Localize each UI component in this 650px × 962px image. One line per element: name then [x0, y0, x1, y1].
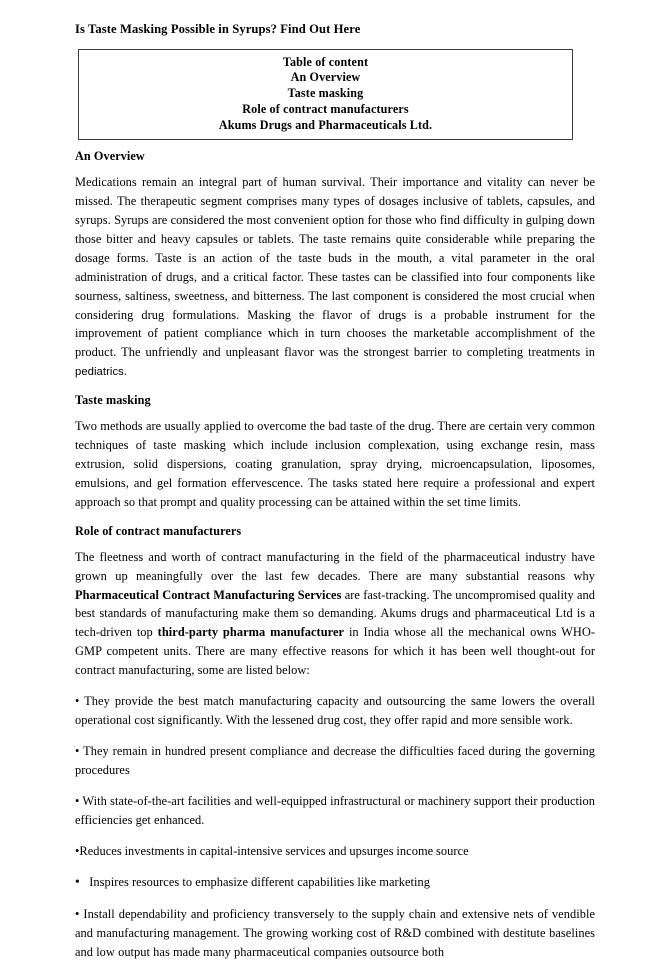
paragraph-text-run: Medications remain an integral part of human survival. Their importance and vitality can never be missed. The therapeutic segment comprises many types of dosages inclusive of tablets, capsules, and syrups. Syrups are considered the most convenient option for those who find difficulty in gulping down those bitter and heavy capsules or tablets. The taste remains quite considerable while preparing the dosage forms. Taste is an action of the taste buds in the mouth, a vital parameter in the oral administration of drugs, and a critical factor. These tastes can be classified into four components like sourness, saltiness, sweetness, and bitterness. The last component is considered the most crucial when considering drug formulations. Masking the flavor of drugs is a probable instrument for the improvement of patient compliance which in turn chooses the marketable accomplishment of the product. The unfriendly and unpleasant flavor was the strongest barrier to completing treatments in [75, 175, 595, 360]
list-item-text: Install dependability and proficiency transversely to the supply chain and extensive nets of vendible and manufacturing management. The growing working cost of R&D combined with destitute baselines and low output has made many pharmaceutical companies outsource both [75, 906, 595, 959]
list-item [75, 905, 595, 962]
toc-line: Role of contract manufacturers [242, 101, 409, 116]
paragraph-taste-masking: Two methods are usually applied to overcome the bad taste of the drug. There are certain very common techniques of taste masking which include inclusion complexation, using exchange resin, mass extrusion, solid dispersions, coating granulation, spray drying, microencapsulation, liposomes, emulsions, and gel formation effervescence. The tasks stated here require a professional and expert approach so that prompt and quality processing can be attained within the set time limits. [75, 419, 595, 509]
list-item [75, 792, 595, 830]
paragraph-text-run: . [123, 364, 128, 379]
paragraph-an-overview [75, 173, 595, 381]
bullet-icon: • [75, 874, 80, 890]
list-item-text: Reduces investments in capital-intensive services and upsurges income source [79, 843, 469, 858]
toc-line: Taste masking [287, 86, 364, 101]
list-item [75, 842, 595, 861]
list-item-text: With state-of-the-art facilities and well-equipped infrastructural or machinery support their production efficiencies get enhanced. [75, 793, 595, 827]
list-item [75, 872, 595, 893]
list-item-text: Inspires resources to emphasize different capabilities like marketing [89, 875, 430, 890]
bullet-icon: • [75, 694, 80, 709]
paragraph-text-run: The fleetness and worth of contract manufacturing in the field of the pharmaceutical industry have grown up meaningfully over the last few decades. There are many substantial reasons why [75, 549, 595, 583]
section-heading-taste-masking: Taste masking [75, 393, 151, 408]
page-title: Is Taste Masking Possible in Syrups? Find Out Here [75, 22, 361, 36]
section-heading-role-of-contract-manufacturers: Role of contract manufacturers [75, 523, 242, 538]
toc-line: An Overview [290, 70, 361, 85]
bullet-icon: • [75, 906, 80, 921]
list-item-text: They provide the best match manufacturing capacity and outsourcing the same lowers the overall operational cost significantly. With the lessened drug cost, they offer rapid and more sensible work. [75, 694, 595, 727]
paragraph-text-run: are fast-tracking. The uncompromised quality and best standards of manufacturing make them so demanding. Akums drugs and pharmaceutical Ltd is a tech-driven top [75, 587, 595, 640]
bullet-icon: • [75, 743, 80, 758]
paragraph-term-pediatrics: pediatrics [75, 366, 124, 379]
bullet-icon: • [75, 793, 80, 808]
toc-line: Table of content [282, 54, 369, 69]
paragraph-text-run: in India whose all the mechanical owns WHO-GMP competent units. There are many effective reasons for which it has been well thought-out for contract manufacturing, some are listed below: [75, 625, 596, 678]
paragraph-role-of-contract-manufacturers [75, 548, 595, 680]
toc-line: Akums Drugs and Pharmaceuticals Ltd. [218, 117, 433, 132]
table-of-contents-box [78, 49, 573, 141]
section-heading-an-overview: An Overview [75, 149, 145, 164]
list-item [75, 742, 595, 780]
emphasis-pharmaceutical-contract-manufacturing-services: Pharmaceutical Contract Manufacturing Services [75, 587, 342, 602]
list-item [75, 692, 595, 730]
emphasis-third-party-pharma-manufacturer: third-party pharma manufacturer [157, 625, 345, 640]
bullet-icon: • [75, 843, 80, 858]
list-item-text: They remain in hundred present compliance and decrease the difficulties faced during the governing procedures [75, 743, 595, 777]
